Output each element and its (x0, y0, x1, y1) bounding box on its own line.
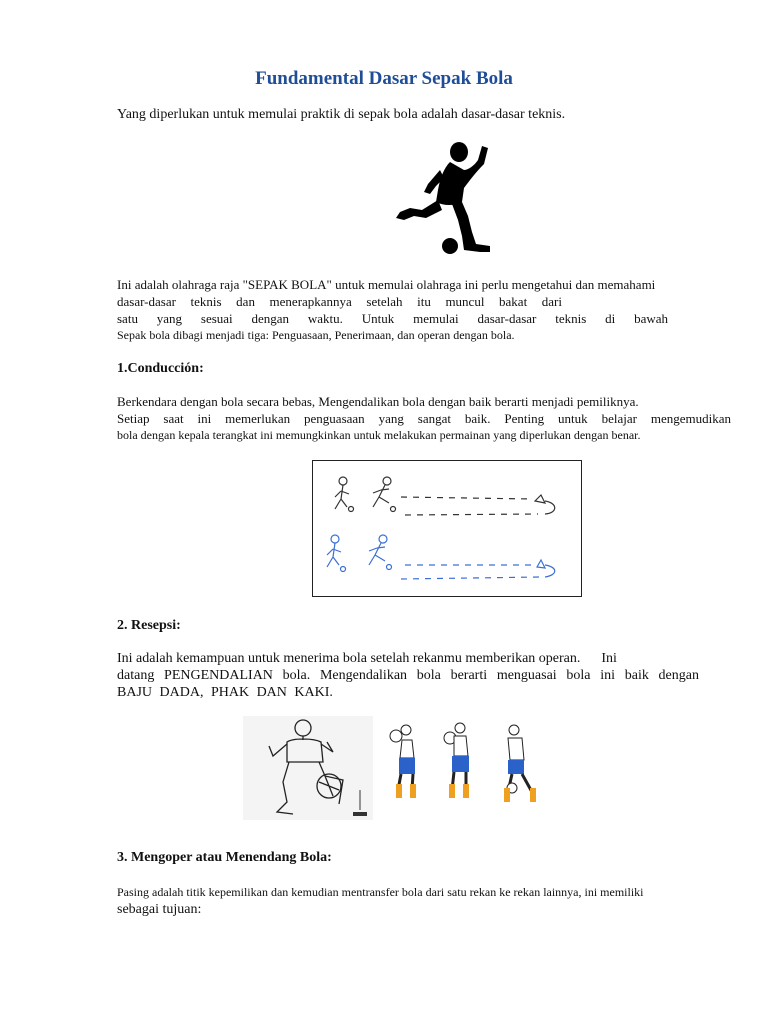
section-heading-resepsi: 2. Resepsi: (117, 618, 181, 633)
paragraph-line: BAJU DADA, PHAK DAN KAKI. (117, 685, 333, 700)
section-heading-mengoper: 3. Mengoper atau Menendang Bola: (117, 850, 332, 865)
section2-paragraph (117, 650, 699, 701)
page-title: Fundamental Dasar Sepak Bola (255, 68, 513, 89)
receiver-figure (444, 723, 469, 798)
section-heading-conduccion: 1.Conducción: (117, 361, 204, 376)
paragraph-line: sebagai tujuan: (117, 902, 202, 917)
ball-reception-sequence (382, 718, 557, 818)
paragraph-line: Sepak bola dibagi menjadi tiga: Penguasaan, Penerimaan, dan operan dengan bola. (117, 328, 515, 342)
section1-paragraph (117, 393, 731, 444)
paragraph-line: Pasing adalah titik kepemilikan dan kemudian mentransfer bola dari satu rekan ke rekan lainnya, ini memiliki (117, 885, 644, 899)
section3-paragraph (117, 884, 717, 918)
receiver-figure (390, 725, 416, 798)
paragraph-line: Setiap saat ini memerlukan penguasaan yang sangat baik. Penting untuk belajar mengemudikan (117, 411, 731, 426)
paragraph-line: Ini adalah kemampuan untuk menerima bola setelah rekanmu memberikan operan. Ini (117, 651, 617, 666)
paragraph-line: datang PENGENDALIAN bola. Mengendalikan bola berarti menguasai bola ini baik dengan (117, 668, 699, 683)
dribbling-drill-figure (312, 460, 582, 597)
kicking-player-silhouette (392, 140, 498, 258)
intro-paragraph: Yang diperlukan untuk memulai praktik di sepak bola adalah dasar-dasar teknis. (117, 107, 566, 122)
chest-control-sketch (243, 716, 373, 820)
paragraph-intro-technique (117, 276, 714, 344)
paragraph-line: dasar-dasar teknis dan menerapkannya setelah itu muncul bakat dari (117, 294, 562, 309)
dribbling-drill-sketch (313, 461, 581, 596)
paragraph-line: Berkendara dengan bola secara bebas, Mengendalikan bola dengan baik berarti menjadi pemiliknya. (117, 394, 639, 409)
paragraph-line: satu yang sesuai dengan waktu. Untuk memulai dasar-dasar teknis di bawah (117, 311, 668, 326)
paragraph-line: bola dengan kepala terangkat ini memungkinkan untuk melakukan permainan yang diperlukan dengan benar. (117, 428, 641, 442)
paragraph-line: Ini adalah olahraga raja "SEPAK BOLA" untuk memulai olahraga ini perlu mengetahui dan memahami (117, 277, 656, 292)
receiver-figure (504, 725, 536, 802)
